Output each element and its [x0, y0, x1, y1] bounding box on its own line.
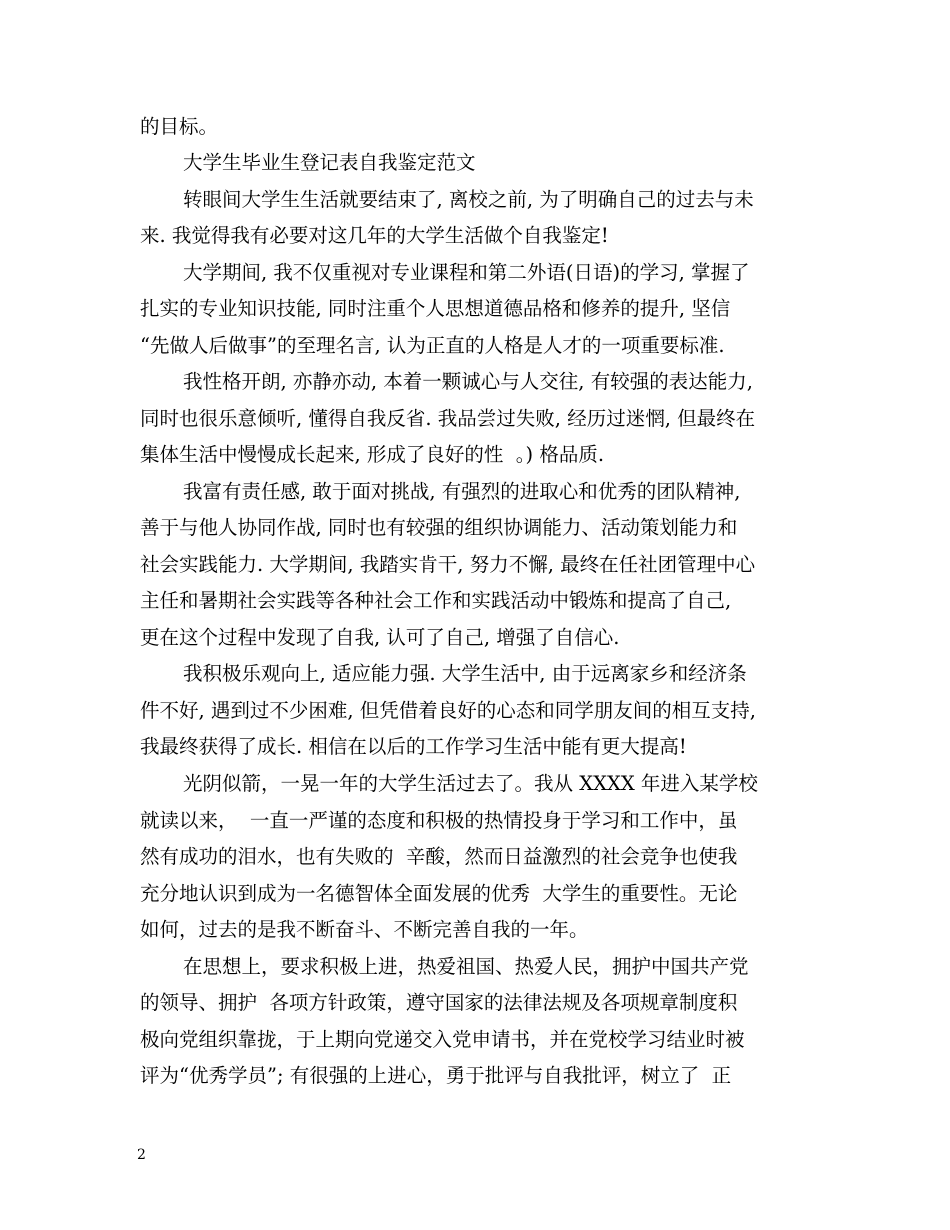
text-line: 在思想上，要求积极上进，热爱祖国、热爱人民，拥护中国共产党	[183, 955, 749, 978]
text-line: 我富有责任感, 敢于面对挑战, 有强烈的进取心和优秀的团队精神,	[183, 480, 741, 503]
text-line: 来. 我觉得我有必要对这几年的大学生活做个自我鉴定!	[140, 224, 609, 247]
text-line: 善于与他人协同作战, 同时也有较强的组织协调能力、活动策划能力和	[140, 516, 738, 539]
text-line: “先做人后做事”的至理名言, 认为正直的人格是人才的一项重要标准.	[140, 334, 725, 357]
text-line: 充分地认识到成为一名德智体全面发展的优秀 大学生的重要性。无论	[140, 882, 738, 905]
text-line: 我最终获得了成长. 相信在以后的工作学习生活中能有更大提高!	[140, 735, 687, 758]
text-line: 主任和暑期社会实践等各种社会工作和实践活动中锻炼和提高了自己,	[140, 589, 732, 612]
text-line: 极向党组织靠拢，于上期向党递交入党申请书，并在党校学习结业时被	[140, 1028, 745, 1051]
text-line: 更在这个过程中发现了自我, 认可了自己, 增强了自信心.	[140, 626, 620, 649]
text-line: 光阴似箭，一晃一年的大学生活过去了。我从 XXXX 年进入某学校	[183, 772, 758, 795]
page-number: 2	[137, 1147, 146, 1163]
text-line: 评为“优秀学员”; 有很强的上进心，勇于批评与自我批评，树立了 正	[140, 1064, 732, 1087]
text-line: 社会实践能力. 大学期间, 我踏实肯干, 努力不懈, 最终在任社团管理中心	[140, 553, 756, 576]
text-line: 如何，过去的是我不断奋斗、不断完善自我的一年。	[140, 918, 589, 941]
text-line: 我积极乐观向上, 适应能力强. 大学生活中, 由于远离家乡和经济条	[183, 662, 747, 685]
text-line: 同时也很乐意倾听, 懂得自我反省. 我品尝过失败, 经历过迷惘, 但最终在	[140, 407, 756, 430]
text-line: 大学期间, 我不仅重视对专业课程和第二外语(日语)的学习, 掌握了	[183, 261, 750, 284]
text-line: 转眼间大学生生活就要结束了, 离校之前, 为了明确自己的过去与未	[183, 188, 754, 211]
text-line: 集体生活中慢慢成长起来, 形成了良好的性 。) 格品质.	[140, 443, 605, 466]
text-line: 件不好, 遇到过不少困难, 但凭借着良好的心态和同学朋友间的相互支持,	[140, 699, 756, 722]
section-heading: 大学生毕业生登记表自我鉴定范文	[183, 151, 476, 174]
text-line: 的领导、拥护 各项方针政策，遵守国家的法律法规及各项规章制度积	[140, 991, 738, 1014]
text-line: 扎实的专业知识技能, 同时注重个人思想道德品格和修养的提升, 坚信	[140, 297, 731, 320]
text-line: 然有成功的泪水，也有失败的 辛酸，然而日益激烈的社会竞争也使我	[140, 845, 738, 868]
text-line: 我性格开朗, 亦静亦动, 本着一颗诚心与人交往, 有较强的表达能力,	[183, 370, 753, 393]
text-line: 的目标。	[140, 115, 219, 138]
text-line: 就读以来， 一直一严谨的态度和积极的热情投身于学习和工作中，虽	[140, 809, 738, 832]
